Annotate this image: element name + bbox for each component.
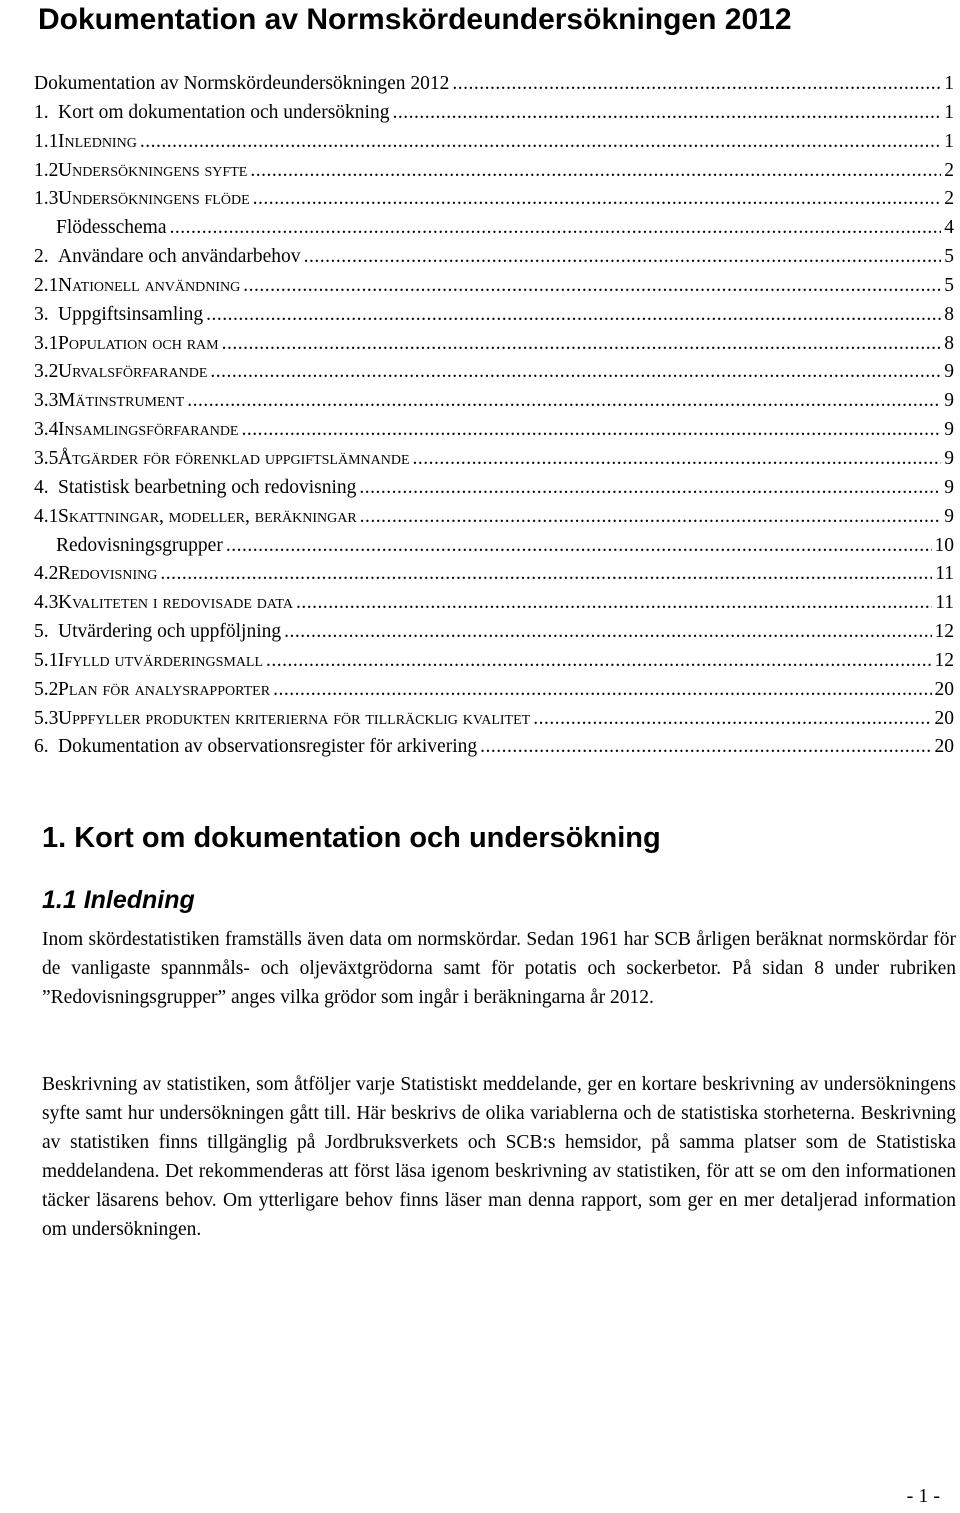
toc-entry-label: Redovisningsgrupper [56,534,223,556]
toc-dot-leader [360,503,942,532]
toc-entry[interactable] [34,185,954,214]
toc-entry[interactable] [34,416,954,445]
toc-entry-number: 5. [34,621,49,643]
toc-entry-label: Uppfyller produkten kriterierna för tillräcklig kvalitet [58,707,531,729]
toc-dot-leader [226,532,932,561]
toc-entry-label: Inledning [58,130,137,152]
toc-entry-number: 3.4 [34,419,59,441]
toc-entry-label: Statistisk bearbetning och redovisning [58,476,357,498]
toc-entry-number: 4.3 [34,592,59,614]
section-1-1-heading: 1.1 Inledning [42,886,195,914]
toc-entry[interactable] [34,330,954,359]
toc-entry[interactable] [34,301,954,330]
table-of-contents [34,70,954,762]
toc-entry-page: 9 [944,361,954,383]
toc-entry-page: 12 [934,621,954,643]
toc-entry-page: 9 [944,505,954,527]
toc-entry-label: Nationell användning [58,274,241,296]
toc-entry[interactable] [34,589,954,618]
toc-entry[interactable] [34,214,954,243]
toc-entry-page: 9 [944,390,954,412]
toc-entry-page: 20 [934,707,954,729]
toc-entry-label: Åtgärder för förenklad uppgiftslämnande [58,447,410,469]
toc-entry-label: Flödesschema [56,217,167,239]
toc-entry-number: 1.2 [34,159,59,181]
toc-entry-number: 5.3 [34,707,59,729]
toc-dot-leader [392,99,941,128]
toc-entry[interactable] [34,647,954,676]
toc-entry[interactable] [34,445,954,474]
toc-entry-page: 8 [944,332,954,354]
toc-dot-leader [241,416,941,445]
toc-dot-leader [413,445,942,474]
toc-dot-leader [210,358,941,387]
toc-entry-label: Dokumentation av observationsregister för arkivering [58,736,478,758]
toc-entry-page: 12 [934,649,954,671]
toc-entry-page: 1 [944,101,954,123]
toc-entry-page: 9 [944,419,954,441]
toc-entry-label: Undersökningens flöde [58,188,250,210]
toc-entry-page: 5 [944,274,954,296]
toc-dot-leader [206,301,941,330]
toc-entry-number: 4. [34,476,49,498]
toc-entry-label: Uppgiftsinsamling [58,303,204,325]
toc-entry-page: 4 [944,217,954,239]
section-1-heading: 1. Kort om dokumentation och undersökning [42,822,661,854]
toc-dot-leader [452,70,941,99]
document-title: Dokumentation av Normskördeundersökningen 2012 [38,3,792,36]
toc-dot-leader [284,618,931,647]
toc-entry-page: 1 [944,130,954,152]
toc-entry[interactable] [34,70,954,99]
toc-entry-number: 3. [34,303,49,325]
toc-entry[interactable] [34,705,954,734]
toc-entry-page: 5 [944,246,954,268]
toc-entry-page: 11 [935,592,954,614]
page-number: - 1 - [906,1485,940,1507]
toc-entry-label: Ifylld utvärderingsmall [58,649,264,671]
toc-entry-label: Kvaliteten i redovisade data [58,592,293,614]
toc-dot-leader [140,128,941,157]
toc-dot-leader [359,474,941,503]
toc-dot-leader [304,243,942,272]
toc-entry[interactable] [34,272,954,301]
toc-entry[interactable] [34,503,954,532]
toc-entry-page: 20 [934,678,954,700]
toc-entry-label: Mätinstrument [58,390,185,412]
toc-entry-number: 3.1 [34,332,59,354]
toc-entry-page: 2 [944,188,954,210]
toc-entry-label: Plan för analysrapporter [58,678,271,700]
toc-entry-number: 3.3 [34,390,59,412]
toc-dot-leader [169,214,941,243]
toc-entry-label: Undersökningens syfte [58,159,248,181]
toc-dot-leader [296,589,932,618]
toc-entry-page: 11 [935,563,954,585]
toc-dot-leader [243,272,941,301]
toc-entry-label: Redovisning [58,563,158,585]
toc-dot-leader [253,185,942,214]
toc-entry[interactable] [34,474,954,503]
toc-entry[interactable] [34,618,954,647]
toc-entry[interactable] [34,676,954,705]
toc-entry-number: 5.2. [34,678,64,700]
toc-entry-label: Kort om dokumentation och undersökning [58,101,390,123]
toc-entry[interactable] [34,128,954,157]
toc-entry-number: 1. [34,101,49,123]
toc-entry[interactable] [34,532,954,561]
toc-entry-label: Insamlingsförfarande [58,419,239,441]
paragraph-2: Beskrivning av statistiken, som åtföljer varje Statistiskt meddelande, ger en kortare beskrivning av undersökningens syfte samt hur undersökningen gått till. Här beskrivs de olika variablerna och de statistiska storheterna. Beskrivning av statistiken finns tillgänglig på Jordbruksverkets och SCB:s hemsidor, på samma platser som de Statistiska meddelandena. Det rekommenderas att först läsa igenom beskrivning av statistiken, för att se om den informationen täcker läsarens behov. Om ytterligare behov finns läser man denna rapport, som ger en mer detaljerad information om undersökningen. [42,1074,956,1240]
toc-dot-leader [533,705,931,734]
toc-entry-page: 1 [944,73,954,94]
toc-entry-number: 3.2 [34,361,59,383]
toc-entry-number: 2.1 [34,274,59,296]
toc-entry-number: 2. [34,246,49,268]
toc-dot-leader [187,387,941,416]
toc-dot-leader [480,733,931,762]
toc-entry-label: Population och ram [58,332,219,354]
toc-entry-page: 9 [944,447,954,469]
toc-entry[interactable] [34,358,954,387]
toc-entry-page: 20 [934,736,954,758]
toc-entry-label: Skattningar, modeller, beräkningar [58,505,357,527]
toc-dot-leader [250,157,941,186]
toc-entry[interactable] [34,387,954,416]
paragraph-1: Inom skördestatistiken framställs även data om normskördar. Sedan 1961 har SCB årligen beräknat normskördar för de vanligaste spannmåls- och oljeväxtgrödorna samt för potatis och sockerbetor. På sidan 8 under rubriken ”Redovisningsgrupper” anges vilka grödor som ingår i beräkningarna år 2012. [42,929,956,1008]
toc-entry-number: 3.5 [34,447,59,469]
toc-entry-label: Utvärdering och uppföljning [58,621,282,643]
toc-dot-leader [266,647,931,676]
toc-entry[interactable] [34,99,954,128]
toc-entry-number: 6. [34,736,49,758]
toc-dot-leader [160,560,932,589]
toc-entry[interactable] [34,560,954,589]
toc-dot-leader [273,676,931,705]
toc-entry-page: 9 [944,476,954,498]
toc-entry[interactable] [34,157,954,186]
toc-entry-number: 1.3 [34,188,59,210]
toc-entry-page: 2 [944,159,954,181]
toc-entry-number: 4.1 [34,505,59,527]
toc-entry-label: Urvalsförfarande [58,361,208,383]
toc-entry-number: 5.1. [34,649,64,671]
toc-entry-label: Användare och användarbehov [58,246,301,268]
toc-entry[interactable] [34,243,954,272]
toc-entry-number: 4.2 [34,563,59,585]
toc-entry-page: 8 [944,303,954,325]
toc-entry-page: 10 [934,534,954,556]
toc-entry-label: Dokumentation av Normskördeundersökningen 2012 [34,73,450,94]
toc-entry-number: 1.1 [34,130,59,152]
toc-dot-leader [222,330,942,359]
toc-entry[interactable] [34,733,954,762]
